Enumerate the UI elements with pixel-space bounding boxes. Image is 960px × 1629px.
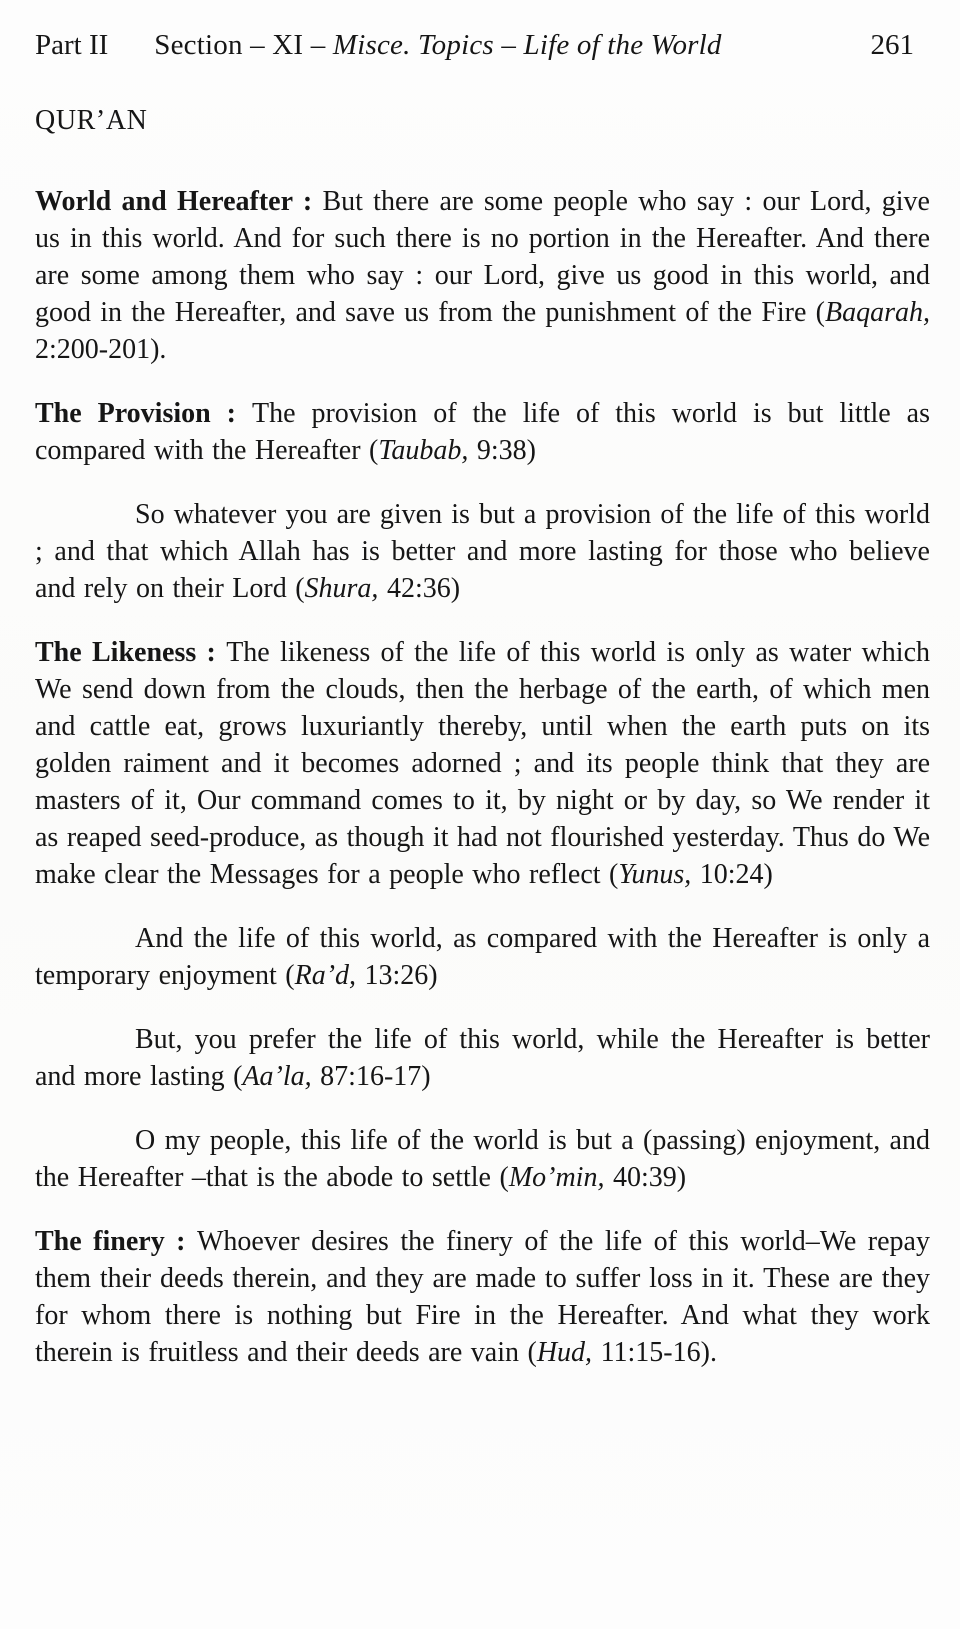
paragraph-lead: The Likeness : bbox=[35, 637, 227, 668]
surah-reference: Baqarah, bbox=[825, 297, 930, 328]
surah-reference: Aa’la, bbox=[242, 1061, 312, 1092]
paragraph-the-likeness bbox=[35, 634, 930, 893]
surah-reference: Hud, bbox=[536, 1337, 593, 1368]
paragraph-body: But there are some people who say : our Lord, give us in this world. And for such there is no portion in the Hereafter. And there are some among them who say : our Lord, give us good in this world, and good in the Hereafter, and save us from the punishment of the Fire ( bbox=[35, 186, 930, 328]
page-number: 261 bbox=[870, 29, 914, 61]
paragraph-lead: The finery : bbox=[35, 1226, 197, 1257]
paragraph-body: Whoever desires the finery of the life of this world–We repay them their deeds therein, and they are made to suffer loss in it. These are they for whom there is nothing but Fire in the Hereafter. And what they work therein is fruitless and their deeds are vain ( bbox=[35, 1226, 930, 1368]
surah-reference: Taubab, bbox=[378, 435, 469, 466]
paragraph-provision-continued bbox=[35, 496, 930, 607]
paragraph-body: But, you prefer the life of this world, while the Hereafter is better and more lasting ( bbox=[35, 1024, 930, 1092]
paragraph-lead: The Provision : bbox=[35, 398, 252, 429]
verse-reference: 40:39) bbox=[604, 1162, 687, 1193]
paragraph-the-finery bbox=[35, 1223, 930, 1371]
paragraph-body: The likeness of the life of this world is only as water which We send down from the clouds, then the herbage of the earth, of which men and cattle eat, grows luxuriantly thereby, until when the earth puts on its golden raiment and it becomes adorned ; and its people think that they are masters of it, Our command comes to it, by night or by day, so We render it as reaped seed-produce, as though it had not flourished yesterday. Thus do We make clear the Messages for a people who reflect ( bbox=[35, 637, 930, 890]
paragraph-body: So whatever you are given is but a provision of the life of this world ; and that which Allah has is better and more lasting for those who believe and rely on their Lord ( bbox=[35, 499, 930, 604]
verse-reference: 87:16-17) bbox=[311, 1061, 431, 1092]
verse-reference: 2:200-201). bbox=[35, 334, 167, 365]
paragraph-passing-enjoyment bbox=[35, 1122, 930, 1196]
surah-reference: Yunus, bbox=[618, 859, 692, 890]
surah-reference: Ra’d, bbox=[294, 960, 357, 991]
surah-reference: Shura, bbox=[304, 573, 379, 604]
paragraph-temporary-enjoyment bbox=[35, 920, 930, 994]
header-section-label: Section – XI – bbox=[154, 29, 333, 61]
paragraph-body: And the life of this world, as compared with the Hereafter is only a temporary enjoyment ( bbox=[35, 923, 930, 991]
verse-reference: 42:36) bbox=[378, 573, 461, 604]
page-header bbox=[35, 26, 930, 64]
header-section-topic: Misce. Topics – Life of the World bbox=[332, 29, 722, 61]
header-section-title bbox=[154, 26, 721, 64]
verse-reference: 10:24) bbox=[691, 859, 773, 890]
section-title: QUR’AN bbox=[35, 105, 148, 136]
paragraph-prefer-world bbox=[35, 1021, 930, 1095]
paragraph-world-and-hereafter bbox=[35, 183, 930, 368]
paragraph-body: O my people, this life of the world is but a (passing) enjoyment, and the Hereafter –that is the abode to settle ( bbox=[35, 1125, 930, 1193]
paragraph-the-provision bbox=[35, 395, 930, 469]
verse-reference: 13:26) bbox=[356, 960, 438, 991]
header-part-label: Part II bbox=[35, 29, 109, 61]
verse-reference: 9:38) bbox=[468, 435, 537, 466]
verse-reference: 11:15-16). bbox=[592, 1337, 717, 1368]
paragraph-body: The provision of the life of this world is but little as compared with the Hereafter ( bbox=[35, 398, 930, 466]
paragraph-lead: World and Hereafter : bbox=[35, 186, 323, 217]
surah-reference: Mo’min, bbox=[508, 1162, 605, 1193]
